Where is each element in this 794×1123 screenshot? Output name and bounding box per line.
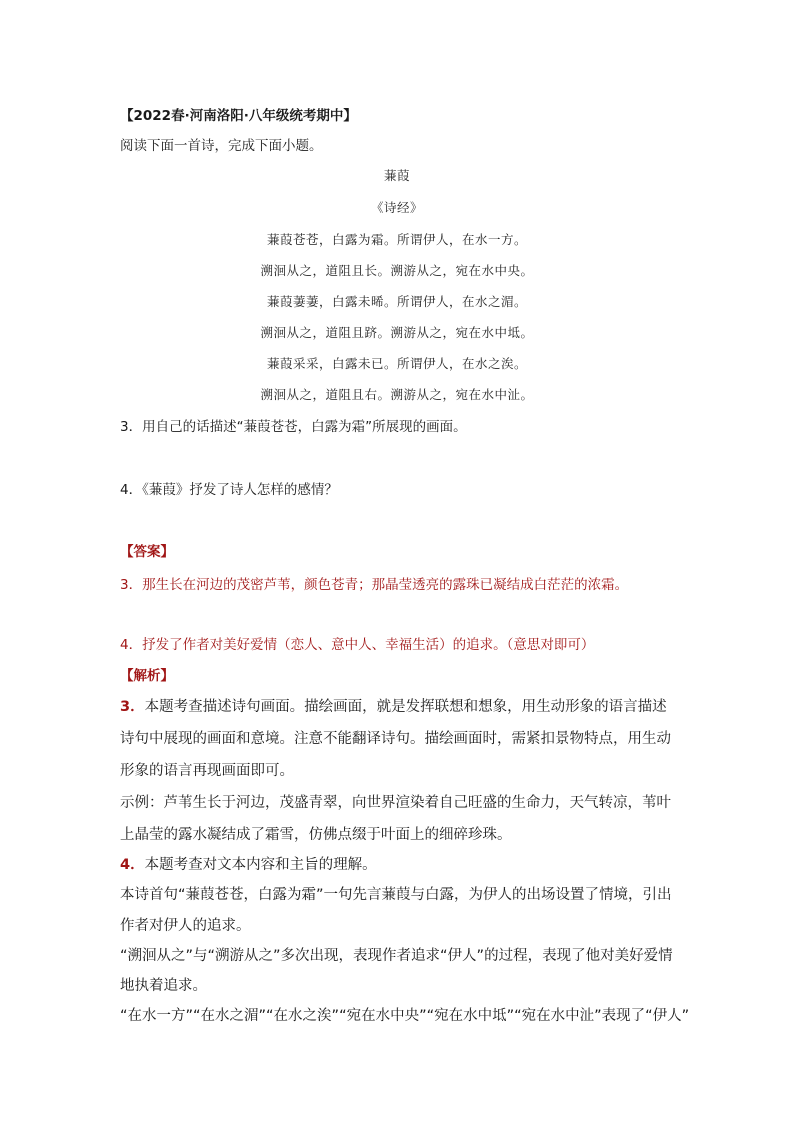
analysis-4-first-line: [120, 853, 377, 874]
analysis-text: 诗句中展现的画面和意境。注意不能翻译诗句。描绘画面时，需紧扣景物特点，用生动: [120, 731, 671, 747]
poem-line: 蒹葭采采，白露未已。所谓伊人，在水之涘。: [266, 356, 527, 371]
analysis-3-number: 3．: [120, 699, 145, 715]
analysis-example: 示例：芦苇生长于河边，茂盛青翠，向世界渲染着自己旺盛的生命力，天气转凉，苇叶: [120, 795, 671, 811]
answer-heading: 【答案】: [120, 544, 174, 560]
poem-source: 《诗经》: [370, 200, 423, 215]
analysis-text: “溯洄从之”与“溯游从之”多次出现，表现作者追求“伊人”的过程，表现了他对美好爱情: [120, 948, 673, 964]
poem-title: 蒹葭: [383, 168, 410, 183]
poem-line: 蒹葭萋萋，白露未晞。所谓伊人，在水之湄。: [266, 294, 527, 309]
analysis-text: 上晶莹的露水凝结成了霜雪，仿佛点缀于叶面上的细碎珍珠。: [120, 827, 512, 843]
poem-line: 溯洄从之，道阻且跻。溯游从之，宛在水中坻。: [260, 325, 534, 340]
analysis-text: 本题考查对文本内容和主旨的理解。: [144, 857, 377, 873]
question-3: 3．用自己的话描述“蒹葭苍苍，白露为霜”所展现的画面。: [120, 419, 467, 435]
poem-line: 溯洄从之，道阻且长。溯游从之，宛在水中央。: [260, 263, 534, 278]
poem-line: 蒹葭苍苍，白露为霜。所谓伊人，在水一方。: [266, 232, 527, 247]
analysis-text: “在水一方”“在水之湄”“在水之涘”“宛在水中央”“宛在水中坻”“宛在水中沚”表现了“伊人”: [120, 1008, 690, 1024]
analysis-4-number: 4．: [120, 857, 145, 873]
question-4: 4．《蒹葭》抒发了诗人怎样的感情？: [120, 482, 338, 498]
answer-4: 4．抒发了作者对美好爱情（恋人、意中人、幸福生活）的追求。（意思对即可）: [120, 637, 595, 653]
answer-3: 3．那生长在河边的茂密芦苇，颜色苍青；那晶莹透亮的露珠已凝结成白茫茫的浓霜。: [120, 577, 629, 593]
analysis-3-first-line: [120, 695, 667, 716]
instruction-text: 阅读下面一首诗，完成下面小题。: [120, 138, 323, 154]
analysis-text: 本诗首句“蒹葭苍苍，白露为霜”一句先言蒹葭与白露，为伊人的出场设置了情境，引出: [120, 887, 672, 903]
analysis-heading: 【解析】: [120, 668, 174, 684]
analysis-text: 形象的语言再现画面即可。: [120, 763, 294, 779]
poem-line: 溯洄从之，道阻且右。溯游从之，宛在水中沚。: [260, 387, 534, 402]
analysis-text: 本题考查描述诗句画面。描绘画面，就是发挥联想和想象，用生动形象的语言描述: [144, 699, 667, 715]
analysis-text: 作者对伊人的追求。: [120, 918, 251, 934]
question-source: 【2022春·河南洛阳·八年级统考期中】: [120, 108, 357, 124]
analysis-text: 地执着追求。: [120, 978, 207, 994]
